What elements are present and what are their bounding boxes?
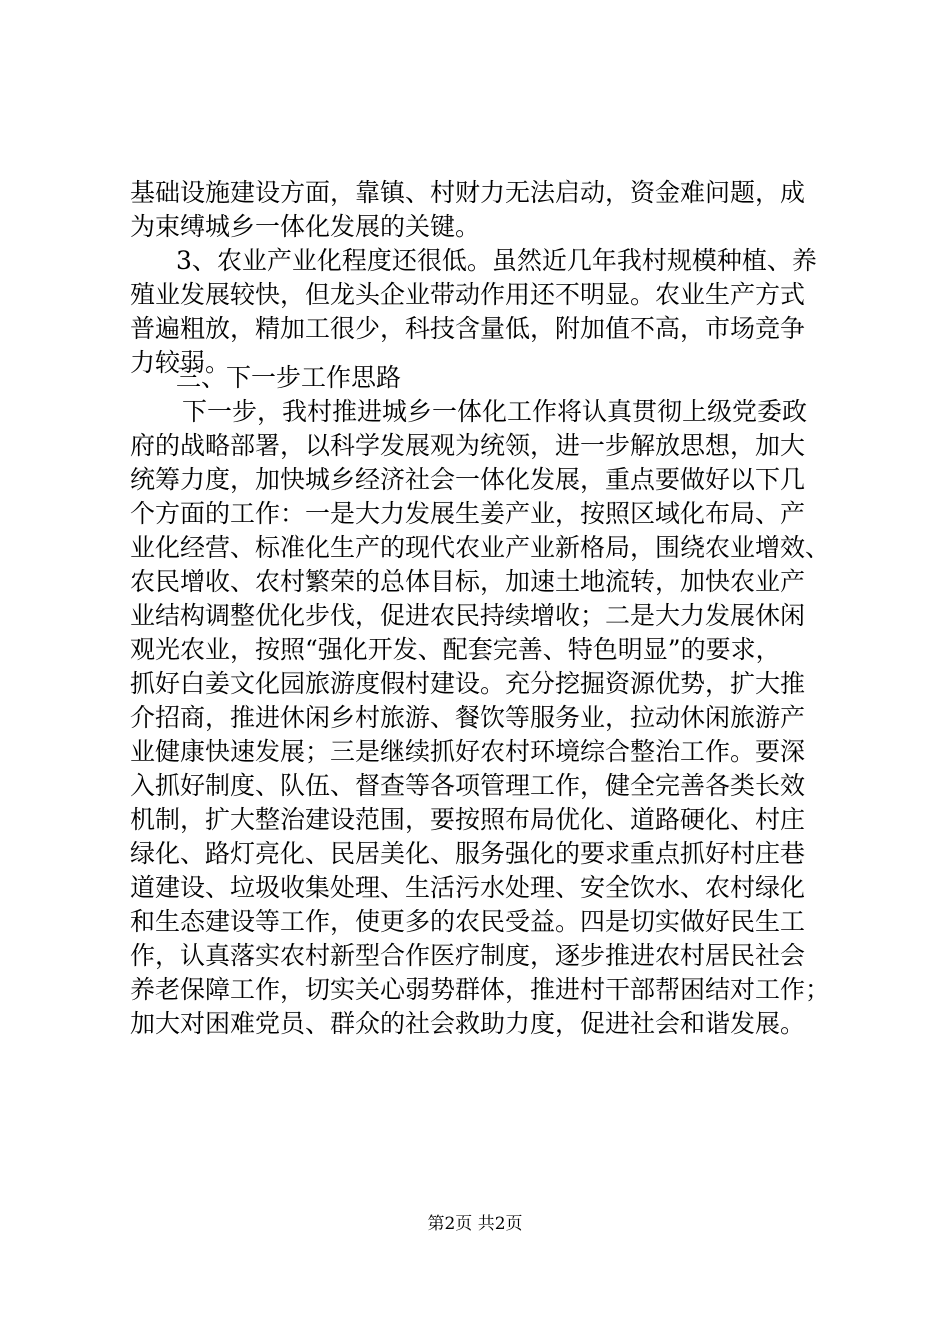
text-line: 业结构调整优化步伐，促进农民持续增收；二是大力发展休闲 — [130, 601, 806, 630]
text-line: 业健康快速发展；三是继续抓好农村环境综合整治工作。要深 — [130, 737, 806, 766]
text-line: 府的战略部署，以科学发展观为统领，进一步解放思想，加大 — [130, 431, 806, 460]
text-line: 普遍粗放，精加工很少，科技含量低，附加值不高，市场竞争 — [130, 314, 806, 343]
text-line: 殖业发展较快，但龙头企业带动作用还不明显。农业生产方式 — [130, 280, 806, 309]
section-heading: 三、下一步工作思路 — [176, 363, 402, 392]
text-line: 抓好白姜文化园旅游度假村建设。充分挖掘资源优势，扩大推 — [130, 669, 806, 698]
text-line: 业化经营、标准化生产的现代农业产业新格局，围绕农业增效、 — [130, 533, 831, 562]
text-line: 农民增收、农村繁荣的总体目标，加速土地流转，加快农业产 — [130, 567, 806, 596]
text-line: 机制，扩大整治建设范围，要按照布局优化、道路硬化、村庄 — [130, 805, 806, 834]
text-line: 介招商，推进休闲乡村旅游、餐饮等服务业，拉动休闲旅游产 — [130, 703, 806, 732]
text-line: 个方面的工作：一是大力发展生姜产业，按照区域化布局、产 — [130, 499, 806, 528]
text-line: 养老保障工作，切实关心弱势群体，推进村干部帮困结对工作； — [130, 975, 831, 1004]
text-line: 基础设施建设方面，靠镇、村财力无法启动，资金难问题，成 — [130, 178, 806, 207]
text-line: 观光农业，按照“强化开发、配套完善、特色明显”的要求， — [130, 635, 781, 664]
text-line: 作，认真落实农村新型合作医疗制度，逐步推进农村居民社会 — [130, 941, 806, 970]
page-number-footer: 第2页 共2页 — [427, 1214, 523, 1234]
text-line: 和生态建设等工作，使更多的农民受益。四是切实做好民生工 — [130, 907, 806, 936]
text-line: 绿化、路灯亮化、民居美化、服务强化的要求重点抓好村庄巷 — [130, 839, 806, 868]
text-line: 加大对困难党员、群众的社会救助力度，促进社会和谐发展。 — [130, 1009, 806, 1038]
text-line: 下一步，我村推进城乡一体化工作将认真贯彻上级党委政 — [182, 397, 808, 426]
text-line: 3、农业产业化程度还很低。虽然近几年我村规模种植、养 — [176, 246, 817, 275]
text-line: 入抓好制度、队伍、督查等各项管理工作，健全完善各类长效 — [130, 771, 806, 800]
text-line: 道建设、垃圾收集处理、生活污水处理、安全饮水、农村绿化 — [130, 873, 806, 902]
text-line: 力较弱。 — [130, 348, 231, 377]
text-line: 统筹力度，加快城乡经济社会一体化发展，重点要做好以下几 — [130, 465, 806, 494]
text-line: 为束缚城乡一体化发展的关键。 — [130, 212, 481, 241]
